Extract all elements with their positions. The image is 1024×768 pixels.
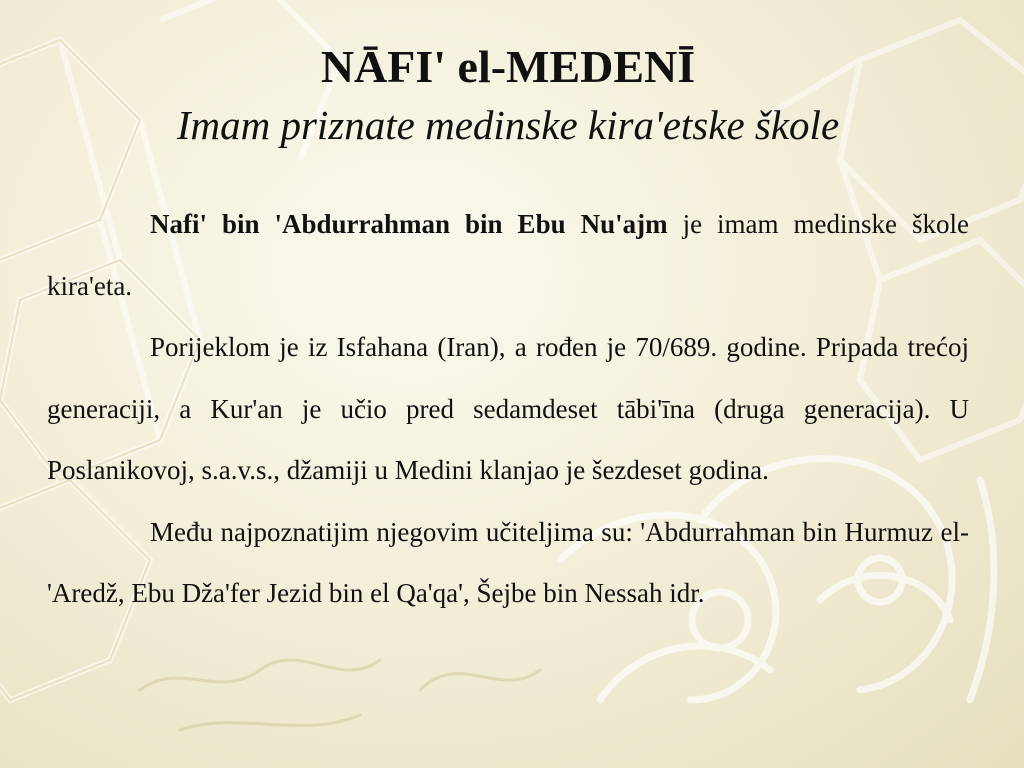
slide-subtitle: Imam priznate medinske kira'etske škole bbox=[176, 102, 840, 148]
slide-body bbox=[47, 194, 969, 625]
scholar-name: Nafi' bin 'Abdurrahman bin Ebu Nu'ajm bbox=[150, 209, 668, 239]
slide-title: NĀFI' el-MEDENĪ bbox=[320, 41, 696, 92]
paragraph-2: Porijeklom je iz Isfahana (Iran), a rođen je 70/689. godine. Pripada trećoj generaciji, a Kur'an je učio pred sedamdeset tābi'īna (druga generacija). U Poslanikovoj, s.a.v.s., džamiji u Medini klanjao je šezdeset godina. bbox=[47, 332, 969, 485]
paragraph-3: Među najpoznatijim njegovim učiteljima su: 'Abdurrahman bin Hurmuz el-'Aredž, Ebu Dža'fer Jezid bin el Qa'qa', Šejbe bin Nessah idr. bbox=[47, 516, 969, 608]
paragraph-1 bbox=[47, 194, 969, 317]
paragraph-1-text: je imam medinske škole kira'eta. bbox=[47, 209, 969, 301]
